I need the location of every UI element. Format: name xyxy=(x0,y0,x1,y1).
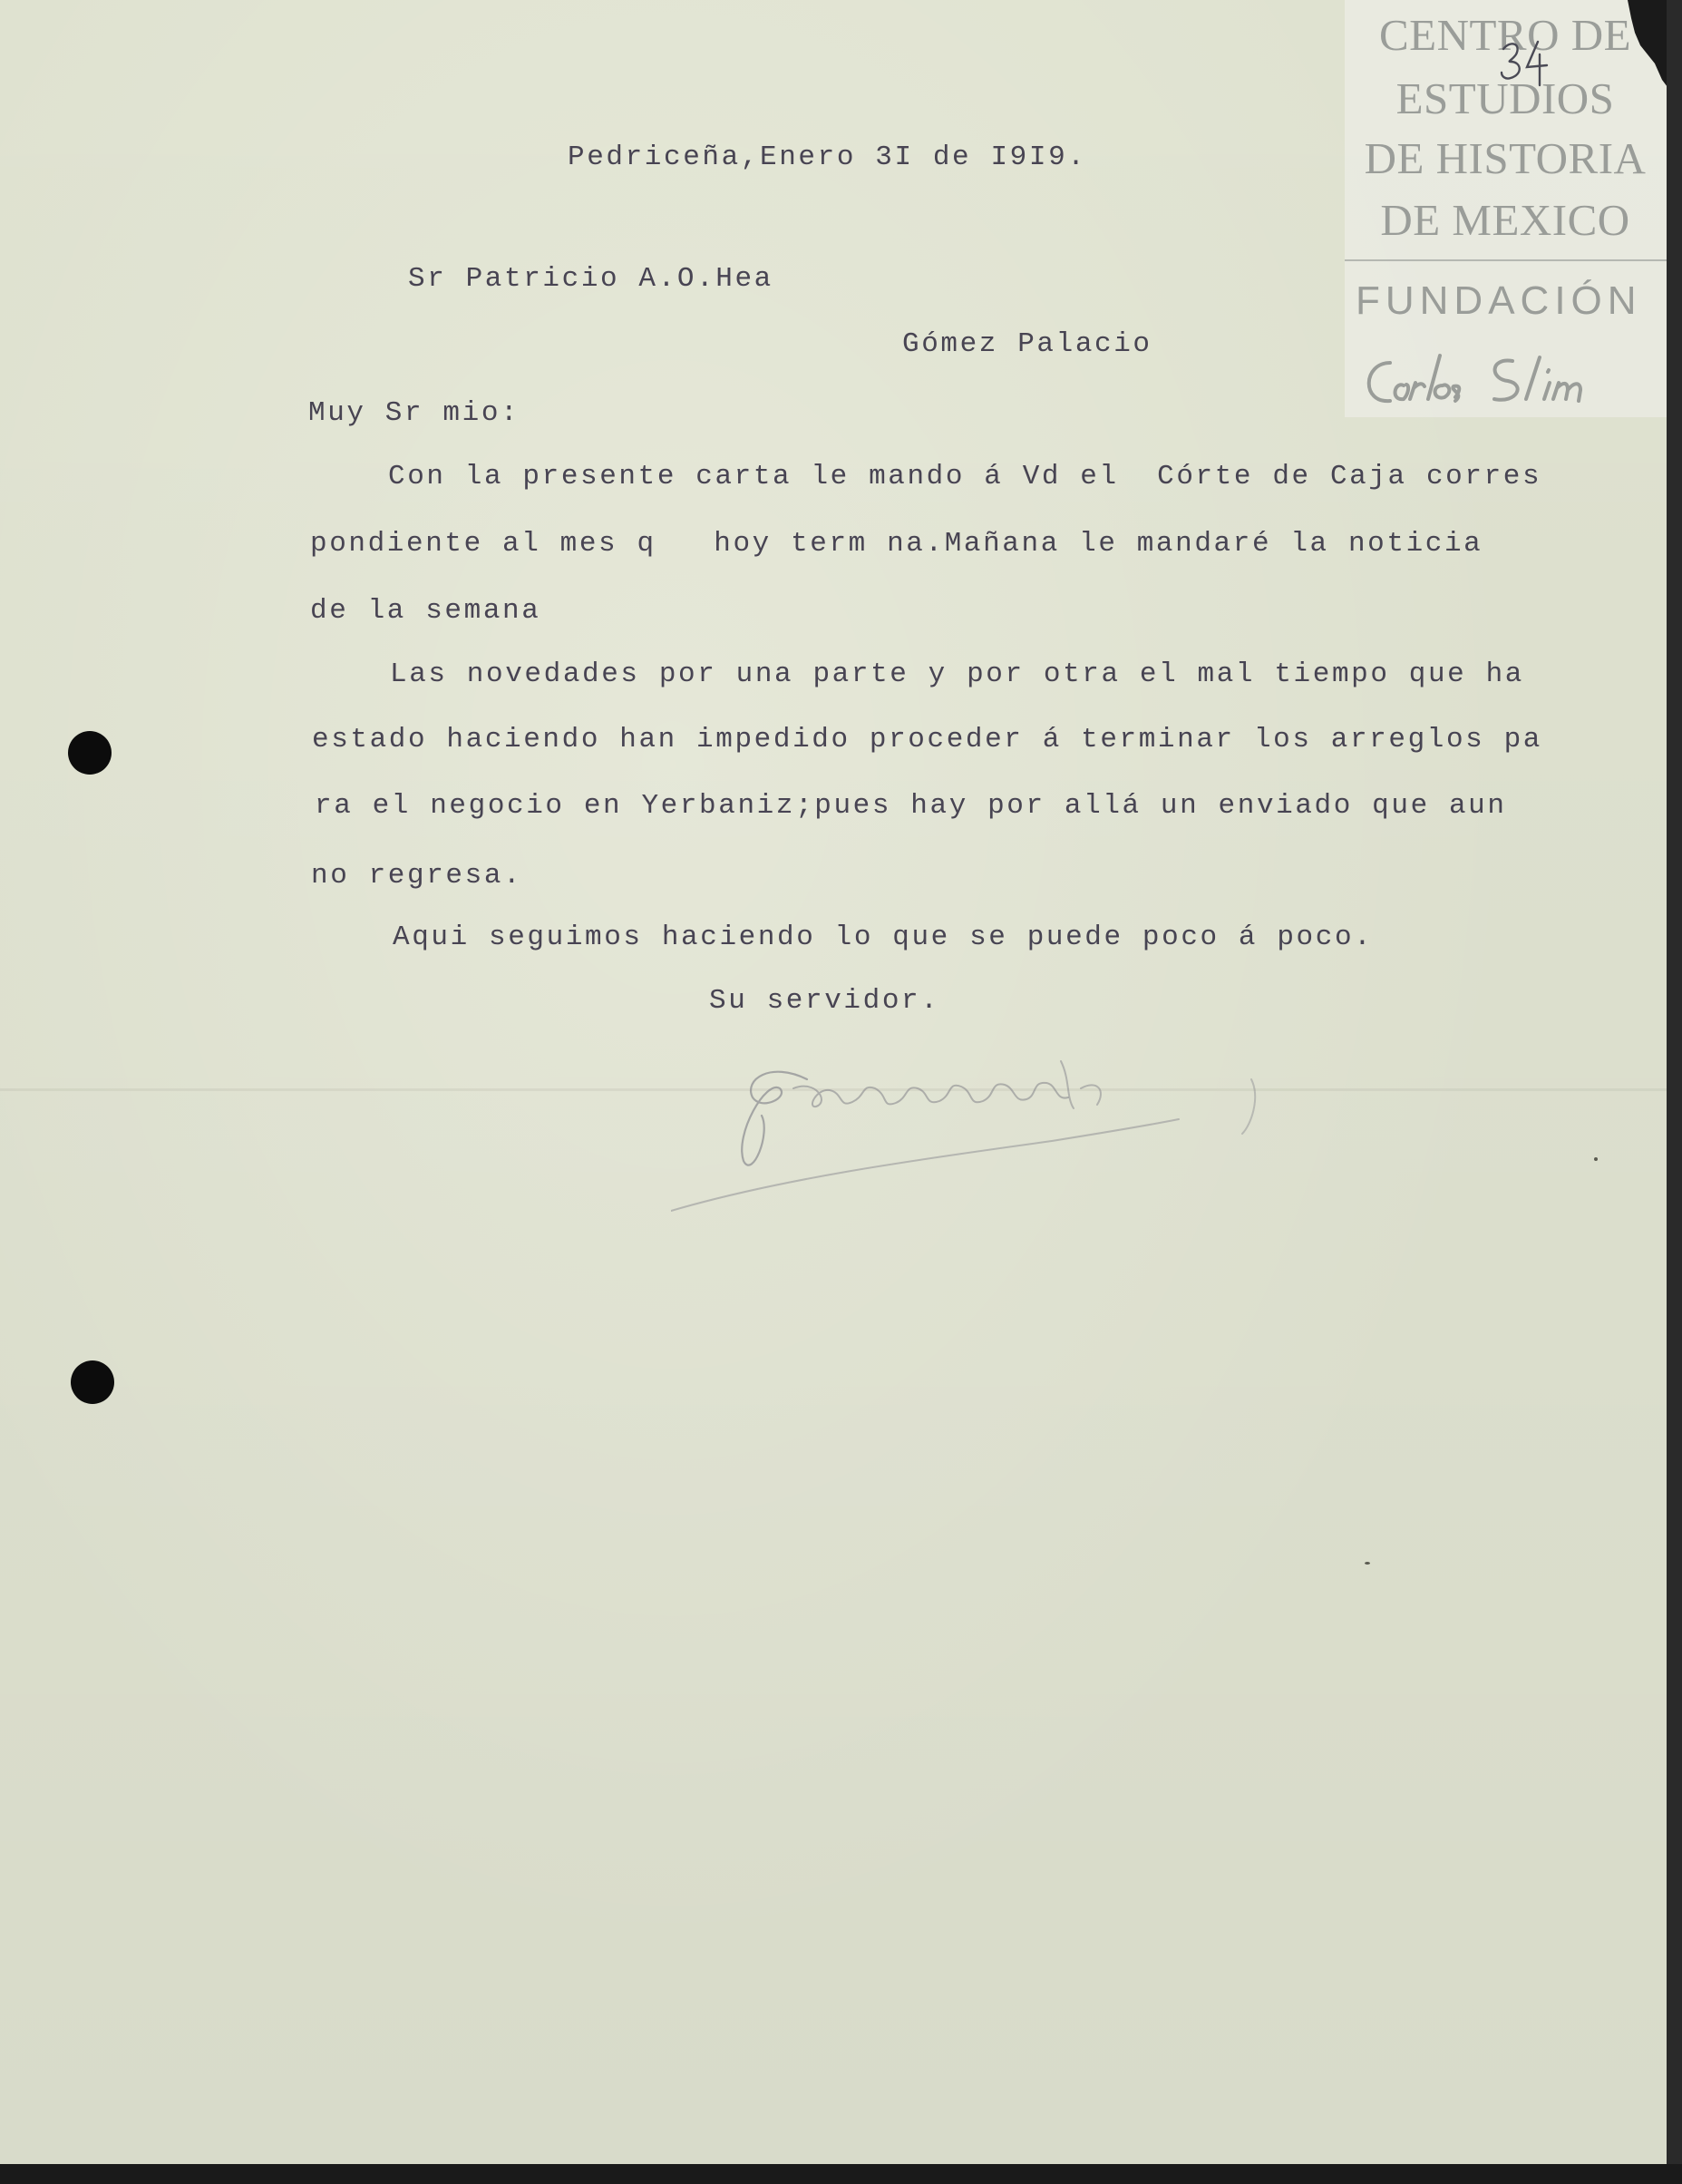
paragraph-2-line-1: Las novedades por una parte y por otra el mal tiempo que ha xyxy=(390,658,1524,690)
paper-speck xyxy=(1365,1562,1370,1565)
paragraph-1-line-2: pondiente al mes q hoy term na.Mañana le mandaré la noticia xyxy=(310,528,1483,560)
recipient-name: Sr Patricio A.O.Hea xyxy=(408,263,773,295)
handwritten-signature xyxy=(671,1025,1342,1243)
stamp-foundation: FUNDACIÓN xyxy=(1356,278,1642,323)
stamp-line-4: DE MEXICO xyxy=(1380,195,1630,245)
punch-hole-bottom xyxy=(71,1360,114,1404)
folio-number xyxy=(1498,36,1552,91)
salutation: Muy Sr mio: xyxy=(308,397,520,429)
paragraph-3-line-1: Aqui seguimos haciendo lo que se puede poco á poco. xyxy=(393,921,1374,953)
closing: Su servidor. xyxy=(709,985,940,1017)
paragraph-2-line-2: estado haciendo han impedido proceder á terminar los arreglos pa xyxy=(312,724,1542,756)
paragraph-2-line-4: no regresa. xyxy=(311,860,523,892)
scan-border-right xyxy=(1667,0,1682,2184)
stamp-divider xyxy=(1345,259,1667,261)
stamp-line-1: CENTRO DE xyxy=(1378,10,1632,60)
letter-date: Pedriceña,Enero 3I de I9I9. xyxy=(568,141,1087,173)
stamp-line-2: ESTUDIOS xyxy=(1395,73,1615,123)
recipient-city: Gómez Palacio xyxy=(902,328,1152,360)
punch-hole-top xyxy=(68,731,112,775)
paper-speck xyxy=(1594,1157,1598,1161)
stamp-line-3: DE HISTORIA xyxy=(1364,133,1647,183)
paragraph-1-line-3: de la semana xyxy=(310,595,541,627)
stamp-signature-logo xyxy=(1354,345,1662,417)
paragraph-2-line-3: ra el negocio en Yerbaniz;pues hay por allá un enviado que aun xyxy=(315,790,1507,822)
paragraph-1-line-1: Con la presente carta le mando á Vd el Córte de Caja corres xyxy=(388,461,1542,492)
scan-border-bottom xyxy=(0,2164,1682,2184)
